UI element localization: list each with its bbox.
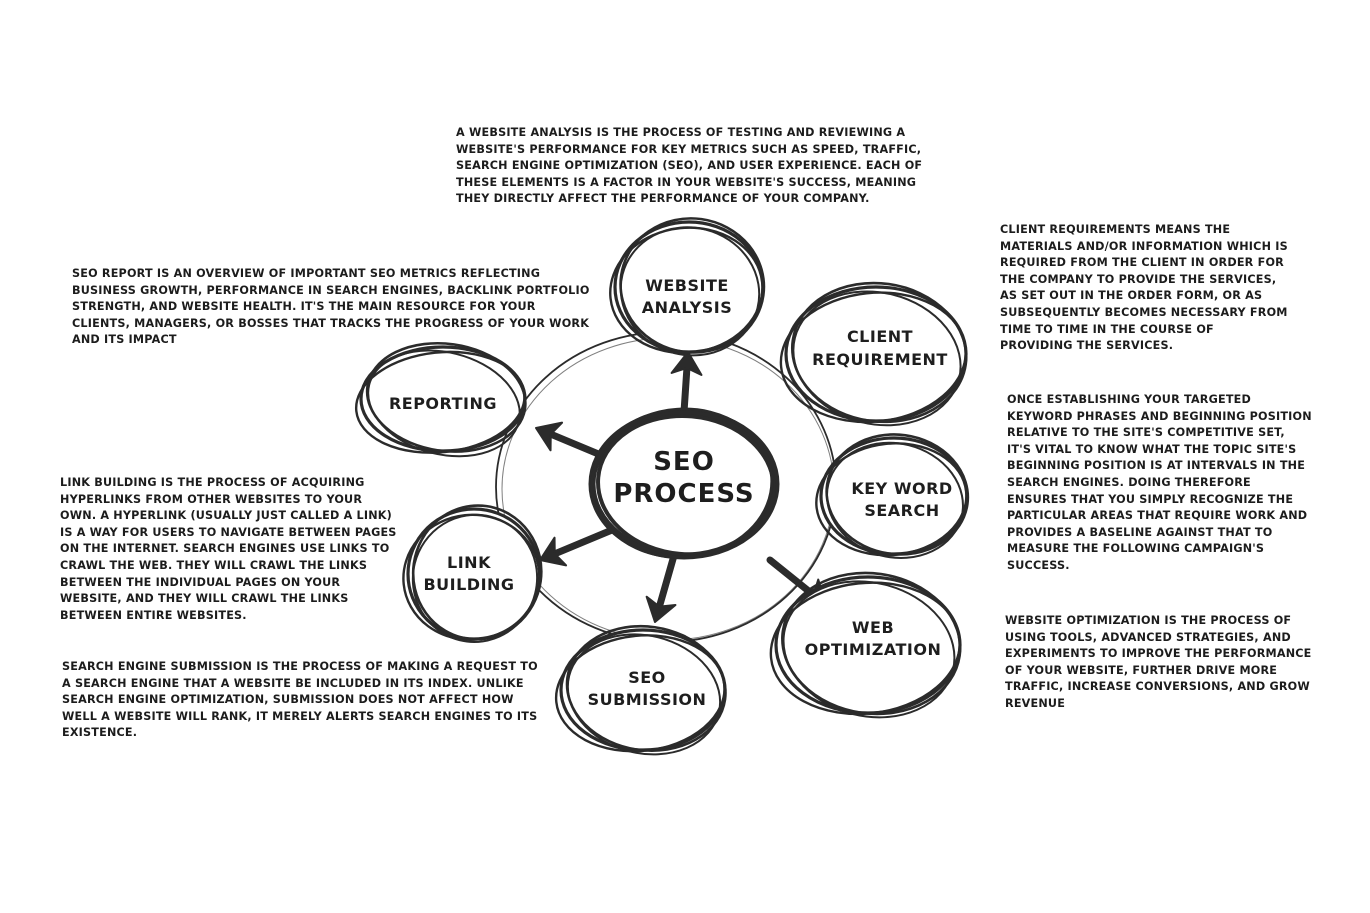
- website-analysis-label-line2: ANALYSIS: [641, 298, 733, 317]
- web-optimization-label-line2: OPTIMIZATION: [804, 640, 942, 659]
- web-optimization-label-line1: WEB: [851, 618, 895, 637]
- seo-submission-label-line2: SUBMISSION: [587, 690, 707, 709]
- arrow-to-seo-submission: [647, 552, 676, 622]
- key-word-search-label-line2: SEARCH: [864, 501, 940, 520]
- key-word-search-node: [811, 425, 976, 572]
- key-word-search-description: ONCE ESTABLISHING YOUR TARGETED KEYWORD PHRASES AND BEGINNING POSITION RELATIVE TO THE SITE'S COMPETITIVE SET, IT'S VITAL TO KNOW WHAT THE TOPIC SITE'S BEGINNING POSITION IS AT INTERVALS IN THE SEARCH ENGINES. DOING THEREFORE ENSURES THAT YOU SIMPLY RECOGNIZE THE PARTICULAR AREAS THAT REQUIRE WORK AND PROVIDES A BASELINE AGAINST THAT TO MEASURE THE FOLLOWING CAMPAIGN'S SUCCESS.: [1007, 393, 1312, 572]
- link-building-description: LINK BUILDING IS THE PROCESS OF ACQUIRING HYPERLINKS FROM OTHER WEBSITES TO YOUR OWN. A HYPERLINK (USUALLY JUST CALLED A LINK) IS A WAY FOR USERS TO NAVIGATE BETWEEN PAGES ON THE INTERNET. SEARCH ENGINES USE LINKS TO CRAWL THE WEB. THEY WILL CRAWL THE LINKS BETWEEN THE INDIVIDUAL PAGES ON YOUR WEBSITE, AND THEY WILL CRAWL THE LINKS BETWEEN ENTIRE WEBSITES.: [60, 476, 397, 622]
- website-analysis-label-line1: WEBSITE: [645, 276, 729, 295]
- client-requirement-label-line1: CLIENT: [846, 327, 914, 346]
- web-optimization-description: WEBSITE OPTIMIZATION IS THE PROCESS OF USING TOOLS, ADVANCED STRATEGIES, AND EXPERIMENTS TO IMPROVE THE PERFORMANCE OF YOUR WEBSITE, FURTHER DRIVE MORE TRAFFIC, INCREASE CONVERSIONS, AND GROW REVENUE: [1005, 614, 1312, 710]
- client-requirement-label-line2: REQUIREMENT: [812, 350, 948, 369]
- seo-submission-label-line1: SEO: [628, 668, 666, 687]
- center-label-line1: SEO: [653, 447, 715, 477]
- key-word-search-label-line1: KEY WORD: [851, 479, 953, 498]
- arrow-to-link-building: [540, 530, 612, 565]
- reporting-description: SEO REPORT IS AN OVERVIEW OF IMPORTANT SEO METRICS REFLECTING BUSINESS GROWTH, PERFORMANCE IN SEARCH ENGINES, BACKLINK PORTFOLIO STRENGTH, AND WEBSITE HEALTH. IT'S THE MAIN RESOURCE FOR YOUR CLIENTS, MANAGERS, OR BOSSES THAT TRACKS THE PROGRESS OF YOUR WORK AND ITS IMPACT: [72, 267, 590, 347]
- link-building-label-line2: BUILDING: [423, 575, 515, 594]
- link-building-label-line1: LINK: [447, 553, 491, 572]
- reporting-label: REPORTING: [388, 394, 498, 413]
- seo-submission-description: SEARCH ENGINE SUBMISSION IS THE PROCESS OF MAKING A REQUEST TO A SEARCH ENGINE THAT A WEBSITE BE INCLUDED IN ITS INDEX. UNLIKE SEARCH ENGINE OPTIMIZATION, SUBMISSION DOES NOT AFFECT HOW WELL A WEBSITE WILL RANK, IT MERELY ALERTS SEARCH ENGINES TO ITS EXISTENCE.: [62, 660, 538, 740]
- client-requirement-description: CLIENT REQUIREMENTS MEANS THE MATERIALS AND/OR INFORMATION WHICH IS REQUIRED FROM THE CLIENT IN ORDER FOR THE COMPANY TO PROVIDE THE SERVICES, AS SET OUT IN THE ORDER FORM, OR AS SUBSEQUENTLY BECOMES NECESSARY FROM TIME TO TIME IN THE COURSE OF PROVIDING THE SERVICES.: [1000, 223, 1288, 353]
- arrow-to-website-analysis: [672, 352, 702, 412]
- website-analysis-description: A WEBSITE ANALYSIS IS THE PROCESS OF TESTING AND REVIEWING A WEBSITE'S PERFORMANCE FOR KEY METRICS SUCH AS SPEED, TRAFFIC, SEARCH ENGINE OPTIMIZATION (SEO), AND USER EXPERIENCE. EACH OF THESE ELEMENTS IS A FACTOR IN YOUR WEBSITE'S SUCCESS, MEANING THEY DIRECTLY AFFECT THE PERFORMANCE OF YOUR COMPANY.: [456, 126, 923, 206]
- center-node: [587, 403, 780, 563]
- arrow-to-link-building-shaft: [547, 530, 612, 557]
- center-label-line2: PROCESS: [613, 479, 755, 509]
